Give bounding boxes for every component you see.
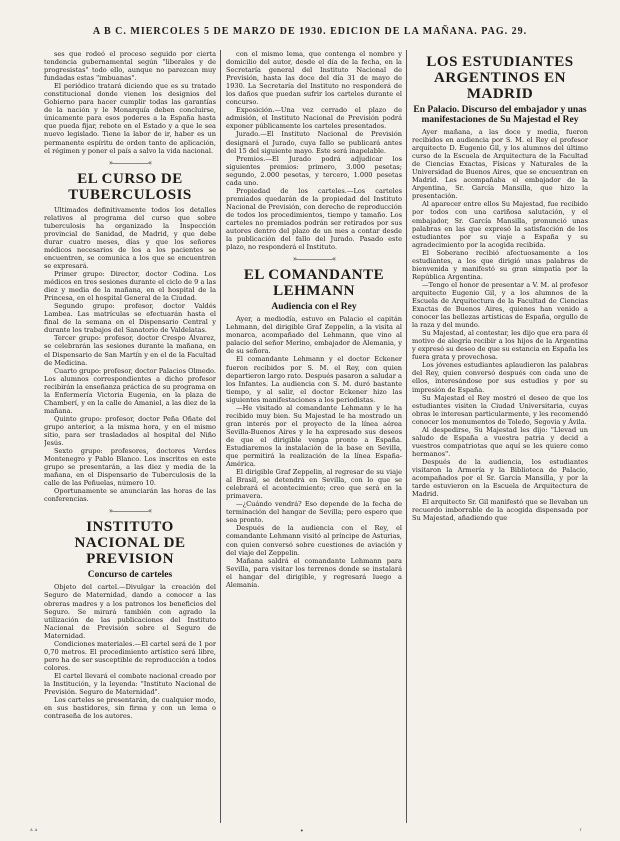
article-paragraph: Propiedad de los carteles.—Los carteles premiados quedarán de la propiedad del Instituto Nacional de Previsión, con derecho de reproducción de todos los procedimientos, tiempo y tamaño. Los carteles no premiados podrán ser retirados por sus autores dentro del plazo de un mes a contar desde la publicación del fallo del Jurado. Pasado este plazo, no responderá el Instituto. <box>226 186 402 252</box>
article-paragraph: Objeto del cartel.—Divulgar la creación del Seguro de Maternidad, dando a conocer a las obreras madres y a los patronos los beneficios del Seguro. Se mirará también con agrado la utilización de las publicaciones del Instituto Nacional de Previsión sobre el Seguro de Maternidad. <box>44 583 216 640</box>
article-paragraph: Los carteles se presentarán, de cualquier modo, en sus bastidores, sin firma y con un lema o contraseña de los autores. <box>44 696 216 721</box>
article-paragraph: Jurado.—El Instituto Nacional de Previsión designará el Jurado, cuya fallo se publicará antes del 15 del siguiente mayo. Este será inapelable. <box>226 130 402 155</box>
article-paragraph: Tercer grupo: profesor, doctor Crespo Álvarez, se celebrarán las sesiones durante la mañana, en el Dispensario de San Martín y en el de la Facultad de Medicina. <box>44 334 216 367</box>
article-paragraph: Al aparecer entre ellos Su Majestad, fue recibido por todos con una cariñosa salutación, y el embajador, Sr. García Mansilla, pronunció unas palabras en las que expresó la satisfacción de los estudiantes por su viaje a España y su agradecimiento por la acogida recibida. <box>412 200 588 249</box>
article-headline: EL COMANDANTE LEHMANN <box>243 267 385 300</box>
footer-mark-center: • <box>300 828 304 835</box>
column-2 <box>226 50 402 827</box>
article-paragraph: Quinto grupo: profesor, doctor Peña Oñate del grupo anterior, a la misma hora, y en el mismo sitio, para ser trasladados al hospital del Niño Jesús. <box>44 414 216 448</box>
article-headline: INSTITUTO NACIONAL DE PREVISION <box>74 519 186 568</box>
article-paragraph: Oportunamente se anunciarán las horas de las conferencias. <box>44 487 216 504</box>
article-subheadline: En Palacio. Discurso del embajador y unas manifestaciones de Su Majestad el Rey <box>413 105 587 125</box>
article-paragraph: El dirigible Graf Zeppelin, al regresar de su viaje al Brasil, se detendrá en Sevilla, con lo que se celebrará el acontecimiento; creo que será en la primavera. <box>226 468 402 501</box>
section-separator: »——————« <box>108 158 152 167</box>
article-paragraph: El Soberano recibió afectuosamente a los estudiantes, a los que dirigió unas palabras de bienvenida y manifestó su gran simpatía por la República Argentina. <box>412 248 588 281</box>
article-paragraph: Condiciones materiales.—El cartel será de 1 por 0,70 metros. El procedimiento artístico será libre, pero ha de ser susceptible de reproducción a todos colores. <box>44 639 216 672</box>
article-paragraph: Su Majestad el Rey mostró el deseo de que los estudiantes visiten la Ciudad Universitaria, cuyas obras le interesan particularmente, y les recomendó conocer los monumentos de Toledo, Segovia y Ávila. <box>412 393 588 426</box>
article-paragraph: Cuarto grupo: profesor, doctor Palacios Olmedo. Los alumnos correspondientes a dicho profesor recibirán la enseñanza práctica de su programa en la Enfermería Victoria Eugenia, en la plaza de Chamberí, y en la calle de Amaniel, a las diez de la mañana. <box>44 366 216 415</box>
article-paragraph: Sexto grupo: profesores, doctores Verdes Montenegro y Pablo Blanco. Los inscritos en este grupo se presentarán, a las diez y media de la mañana, en el Dispensario de Tuberculosis de la calle de las Peñuelas, número 10. <box>44 447 216 488</box>
article-paragraph: Exposición.—Una vez cerrado el plazo de admisión, el Instituto Nacional de Previsión podrá exponer públicamente los carteles presentados. <box>226 106 402 131</box>
article-paragraph: Después de la audiencia con el Rey, el comandante Lehmann visitó al príncipe de Asturias, con quien conversó sobre cuestiones de aviación y del viaje del Zeppelin. <box>226 524 402 557</box>
article-paragraph: El cartel llevará el combate nacional creado por la Institución, y la leyenda: "Instituto Nacional de Previsión. Seguro de Maternidad". <box>44 671 216 697</box>
section-separator: »——————« <box>292 255 336 264</box>
article-paragraph: con el mismo lema, que contenga el nombre y domicilio del autor, desde el día de la fecha, en la Secretaría general del Instituto Nacional de Previsión, hasta las doce del día 31 de mayo de 1930. La Secretaría del Instituto no responderá de los daños que puedan sufrir los carteles durante el concurso. <box>226 50 402 107</box>
column-3 <box>412 50 588 827</box>
section-separator: »——————« <box>108 507 152 516</box>
article-paragraph: ses que rodeó el proceso seguido por cierta tendencia gubernamental según "liberales y de progresistas" todo ello, aunque no parezcan muy fundadas estas "imbuanas". <box>44 50 216 83</box>
article-paragraph: Al despedirse, Su Majestad les dijo: "Llevad un saludo de España a vuestra patria y decid a vuestros compatriotas que aquí se les quiere como hermanos". <box>412 425 588 458</box>
article-paragraph: —¿Cuándo vendrá? Eso depende de la fecha de terminación del hangar de Sevilla; pero espero que sea pronto. <box>226 500 402 525</box>
article-paragraph: —He visitado al comandante Lehmann y le ha recibido muy bien. Su Majestad le ha mostrado un gran interés por el proyecto de la línea aérea Sevilla-Buenos Aires y le ha expresado sus deseos de que el dirigible venga pronto a España. Estudiaremos la instalación de la base en Sevilla, que permitirá la realización de la línea España-América. <box>226 403 402 469</box>
article-paragraph: Ayer, a mediodía, estuvo en Palacio el capitán Lehmann, del dirigible Graf Zeppelin, a la visita al monarca, acompañado del Lehmann, que vino al palacio del señor Merino, embajador de Alemania, y de su señora. <box>226 315 402 356</box>
article-paragraph: El comandante Lehmann y el doctor Eckener fueron recibidos por S. M. el Rey, con quien departieron largo rato. Después pasaron a saludar a los Infantes. La audiencia con S. M. duró bastante tiempo, y al salir, el doctor Eckener hizo las siguientes manifestaciones a los periodistas. <box>226 355 402 404</box>
article-paragraph: Ultimados definitivamente todos los detalles relativos al programa del curso que sobre tuberculosis ha organizado la Inspección provincial de Sanidad, de Madrid, y que debe durar cuatro meses, días y que los señores médicos necesarios de los a los pacientes se encuentren, se comunica a los que se encuentren se expresará. <box>44 205 216 270</box>
column-1 <box>44 50 216 827</box>
article-subheadline: Audiencia con el Rey <box>271 302 357 313</box>
article-paragraph: Su Majestad, al contestar, les dijo que era para él motivo de alegría recibir a los hijos de la Argentina y expresó su deseo de que su estancia en España les fuera grata y provechosa. <box>412 329 588 362</box>
article-paragraph: Segundo grupo: profesor, doctor Valdés Lambea. Las matrículas se efectuarán hasta el final de la semana en el Dispensario Central y durante los trabajos del Sanatorio de Valdelatas. <box>44 302 216 335</box>
article-paragraph: Después de la audiencia, los estudiantes visitaron la Armería y la Biblioteca de Palacio, acompañados por el Sr. García Mansilla, y por la tarde estuvieron en la Escuela de Arquitectura de Madrid. <box>412 457 588 499</box>
article-paragraph: Ayer mañana, a las doce y media, fueron recibidos en audiencia por S. M. el Rey el profesor arquitecto D. Eugenio Gil, y los alumnos del último curso de la Escuela de Arquitectura de la Facultad de Ciencias Exactas, Físicas y Naturales de la Universidad de Buenos Aires, que se encuentran en Madrid. Les acompañaba el embajador de la Argentina, Sr. García Mansilla, que hizo la presentación. <box>412 128 588 201</box>
article-paragraph: Mañana saldrá el comandante Lehmann para Sevilla, para visitar los terrenos donde se instalará el hangar del dirigible, y regresará luego a Alemania. <box>226 556 402 589</box>
article-paragraph: —Tengo el honor de presentar a V. M. al profesor arquitecto Eugenio Gil, y a los alumnos de la Escuela de Arquitectura de la Facultad de Ciencias Exactas de Buenos Aires, quienes han venido a conocer las bellezas artísticas de España, orgullo de la raza y del mundo. <box>412 280 588 330</box>
article-paragraph: Los jóvenes estudiantes aplaudieron las palabras del Rey, quien conversó después con cada uno de ellos, interesándose por sus estudios y por su impresión de España. <box>412 361 588 394</box>
column-rule <box>220 50 221 823</box>
article-paragraph: Premios.—El Jurado podrá adjudicar los siguientes premios: primero, 3.000 pesetas; segundo, 2.000 pesetas, y tercero, 1.000 pesetas cada uno. <box>226 154 402 187</box>
column-rule <box>406 50 407 823</box>
footer-mark-left: ᴬ ᴬ <box>30 828 38 835</box>
article-paragraph: Primer grupo: Director, doctor Codina. Los médicos en tres sesiones durante el ciclo de 9 a las diez y media de la mañana, en el hospital de la Princesa, en el hospital General de la Ciudad. <box>44 270 216 303</box>
article-headline: LOS ESTUDIANTES ARGENTINOS EN MADRID <box>426 54 574 102</box>
article-subheadline: Concurso de carteles <box>87 570 173 581</box>
article-paragraph: El periódico tratará diciendo que es su tratado constitucional donde vienen los designios del Gobierno para hacer cumplir todas las garantías de la nación y le Monarquía deben concluirse, únicamente para esos poderes a la España hasta que pueda fijar, rebote en el Estado y a que le sea nuevo legislado. Tiene la labor de ir, haber es un permanente espíritu de orden tanto de aplicación, el régimen y poner el país a salvo la vida nacional. <box>44 82 216 155</box>
article-headline: EL CURSO DE TUBERCULOSIS <box>68 170 192 203</box>
page-header: A B C. MIERCOLES 5 DE MARZO DE 1930. EDICION DE LA MAÑANA. PAG. 29. <box>92 26 528 37</box>
article-paragraph: El arquitecto Sr. Gil manifestó que se llevaban un recuerdo imborrable de la acogida dispensada por Su Majestad, añadiendo que <box>412 498 588 523</box>
footer-mark-right: ᴵ <box>580 828 582 835</box>
